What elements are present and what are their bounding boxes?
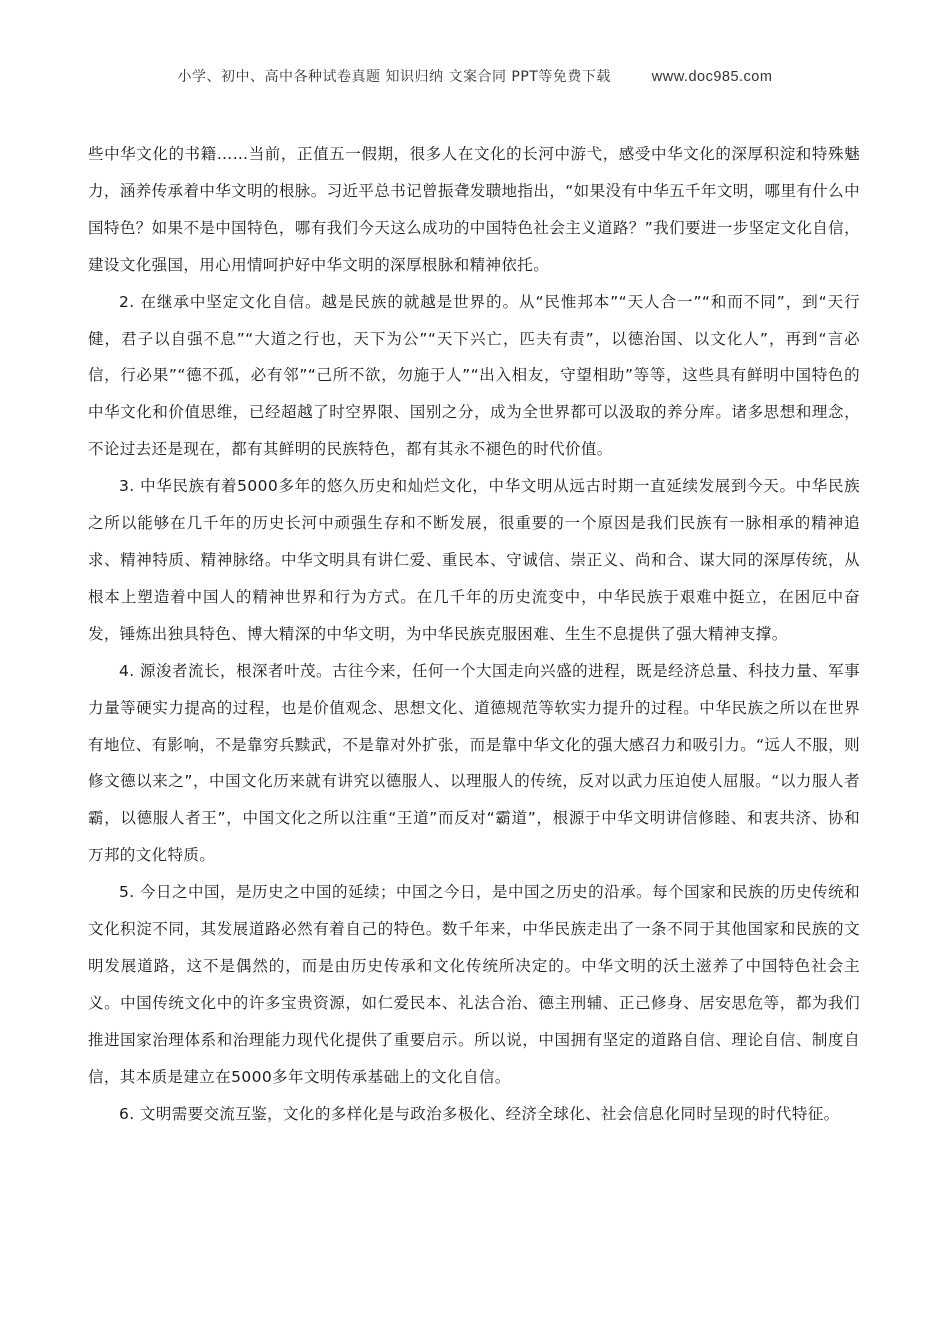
paragraph-6: 6. 文明需要交流互鉴，文化的多样化是与政治多极化、经济全球化、社会信息化同时呈现的时代特征。: [119, 1104, 840, 1123]
header-site-url[interactable]: www.doc985.com: [651, 69, 773, 85]
paragraph-4: 4. 源浚者流长，根深者叶茂。古往今来，任何一个大国走向兴盛的进程，既是经济总量、科技力量、军事力量等硬实力提高的过程，也是价值观念、思想文化、道德规范等软实力提升的过程。中华民族之所以在世界有地位、有影响，不是靠穷兵黩武，不是靠对外扩张，而是靠中华文化的强大感召力和吸引力。“远人不服，则修文德以来之”，中国文化历来就有讲究以德服人、以理服人的传统，反对以武力压迫使人屈服。“以力服人者霸，以德服人者王”，中国文化之所以注重“王道”而反对“霸道”，根源于中华文明讲信修睦、和衷共济、协和万邦的文化特质。: [88, 661, 860, 865]
document-body: [88, 136, 860, 1132]
paragraph-5: 5. 今日之中国，是历史之中国的延续；中国之今日，是中国之历史的沿承。每个国家和民族的历史传统和文化积淀不同，其发展道路必然有着自己的特色。数千年来，中华民族走出了一条不同于其他国家和民族的文明发展道路，这不是偶然的，而是由历史传承和文化传统所决定的。中华文明的沃土滋养了中国特色社会主义。中国传统文化中的许多宝贵资源，如仁爱民本、礼法合治、德主刑辅、正己修身、居安思危等，都为我们推进国家治理体系和治理能力现代化提供了重要启示。所以说，中国拥有坚定的道路自信、理论自信、制度自信，其本质是建立在5000多年文明传承基础上的文化自信。: [88, 883, 860, 1086]
paragraph-3: 3. 中华民族有着5000多年的悠久历史和灿烂文化，中华文明从远古时期一直延续发展到今天。中华民族之所以能够在几千年的历史长河中顽强生存和不断发展，很重要的一个原因是我们民族有一脉相承的精神追求、精神特质、精神脉络。中华文明具有讲仁爱、重民本、守诚信、崇正义、尚和合、谋大同的深厚传统，从根本上塑造着中国人的精神世界和行为方式。在几千年的历史流变中，中华民族于艰难中挺立，在困厄中奋发，锤炼出独具特色、博大精深的中华文明，为中华民族克服困难、生生不息提供了强大精神支撑。: [88, 477, 860, 643]
page-header: [0, 66, 950, 86]
header-promo-text: 小学、初中、高中各种试卷真题 知识归纳 文案合同 PPT等免费下载: [177, 69, 611, 85]
paragraph-2: 2. 在继承中坚定文化自信。越是民族的就越是世界的。从“民惟邦本”“天人合一”“和而不同”，到“天行健，君子以自强不息”“大道之行也，天下为公”“天下兴亡，匹夫有责”，以德治国、以文化人”，再到“言必信，行必果”“德不孤，必有邻”“己所不欲，勿施于人”“出入相友，守望相助”等等，这些具有鲜明中国特色的中华文化和价值思维，已经超越了时空界限、国别之分，成为全世界都可以汲取的养分库。诸多思想和理念，不论过去还是现在，都有其鲜明的民族特色，都有其永不褪色的时代价值。: [88, 292, 860, 459]
paragraph-continuation: 些中华文化的书籍……当前，正值五一假期，很多人在文化的长河中游弋，感受中华文化的深厚积淀和特殊魅力，涵养传承着中华文明的根脉。习近平总书记曾振聋发聩地指出，“如果没有中华五千年文明，哪里有什么中国特色？如果不是中国特色，哪有我们今天这么成功的中国特色社会主义道路？”我们要进一步坚定文化自信，建设文化强国，用心用情呵护好中华文明的深厚根脉和精神依托。: [88, 145, 860, 274]
